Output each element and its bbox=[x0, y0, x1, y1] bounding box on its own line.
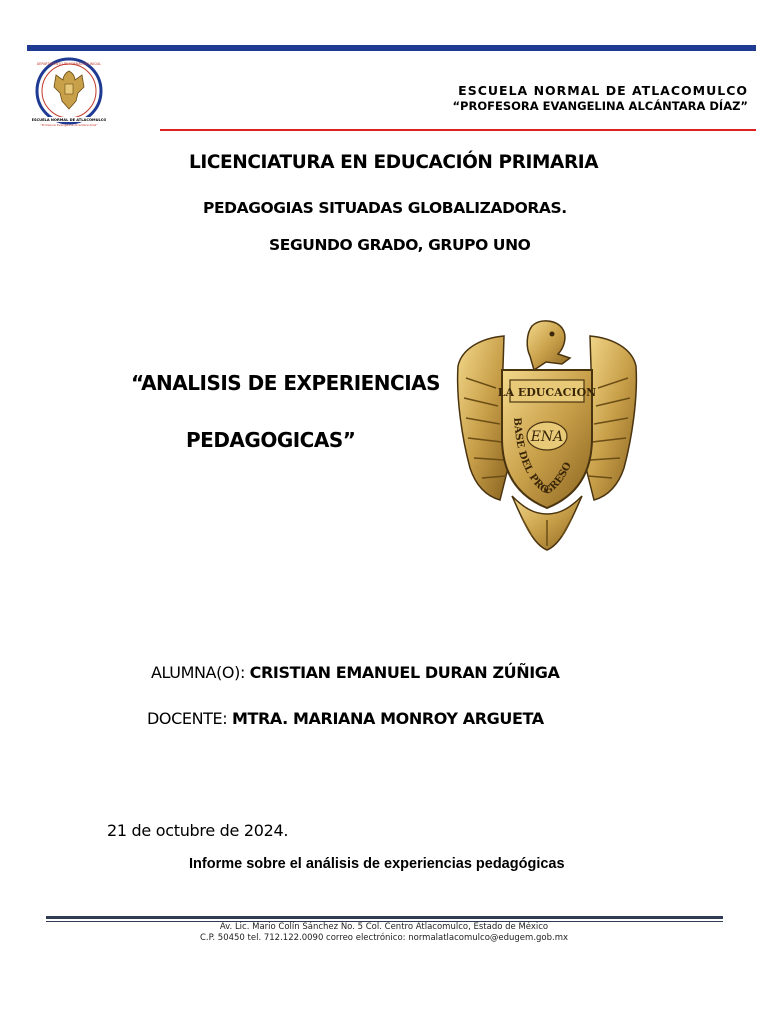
svg-text:DEPARTAMENTO DE FORMACIÓN INIC: DEPARTAMENTO DE FORMACIÓN INICIAL bbox=[36, 62, 102, 66]
school-header bbox=[452, 83, 748, 114]
svg-text:"Profesora Evangelina Alcántar: "Profesora Evangelina Alcántara Díaz" bbox=[40, 123, 98, 127]
teacher-label: DOCENTE: bbox=[147, 709, 232, 728]
teacher-name: MTRA. MARIANA MONROY ARGUETA bbox=[231, 709, 544, 728]
report-label: Informe sobre el análisis de experiencias pedagógicas bbox=[189, 856, 565, 872]
student-line bbox=[151, 663, 560, 682]
svg-text:ENA: ENA bbox=[530, 429, 564, 445]
svg-text:BASE DEL PROGRESO: BASE DEL PROGRESO bbox=[511, 417, 574, 498]
svg-text:ESCUELA NORMAL DE ATLACOMULCO: ESCUELA NORMAL DE ATLACOMULCO bbox=[32, 118, 106, 122]
header-red-rule bbox=[160, 129, 756, 131]
degree-title: LICENCIATURA EN EDUCACIÓN PRIMARIA bbox=[189, 152, 599, 173]
footer-rule bbox=[46, 916, 723, 919]
student-label: ALUMNA(O): bbox=[151, 663, 250, 682]
group-title: SEGUNDO GRADO, GRUPO UNO bbox=[269, 236, 531, 254]
golden-eagle-icon bbox=[452, 318, 642, 554]
school-name: ESCUELA NORMAL DE ATLACOMULCO bbox=[458, 83, 748, 98]
course-title: PEDAGOGIAS SITUADAS GLOBALIZADORAS. bbox=[203, 199, 567, 217]
teacher-line bbox=[147, 709, 544, 728]
school-seal-icon bbox=[32, 57, 106, 129]
footer-address: Av. Lic. Mario Colín Sánchez No. 5 Col. Centro Atlacomulco, Estado de México bbox=[219, 922, 549, 932]
top-blue-bar bbox=[27, 45, 756, 51]
document-title-line2: PEDAGOGICAS” bbox=[186, 428, 356, 452]
footer-contact: C.P. 50450 tel. 712.122.0090 correo electrónico: normalatlacomulco@edugem.gob.mx bbox=[199, 933, 569, 943]
school-subtitle: “PROFESORA EVANGELINA ALCÁNTARA DÍAZ” bbox=[452, 99, 748, 113]
document-date: 21 de octubre de 2024. bbox=[107, 821, 289, 840]
footer bbox=[0, 922, 768, 944]
svg-text:LA EDUCACION: LA EDUCACION bbox=[497, 386, 597, 399]
document-title-line1: “ANALISIS DE EXPERIENCIAS bbox=[131, 371, 441, 395]
student-name: CRISTIAN EMANUEL DURAN ZÚÑIGA bbox=[249, 663, 560, 682]
